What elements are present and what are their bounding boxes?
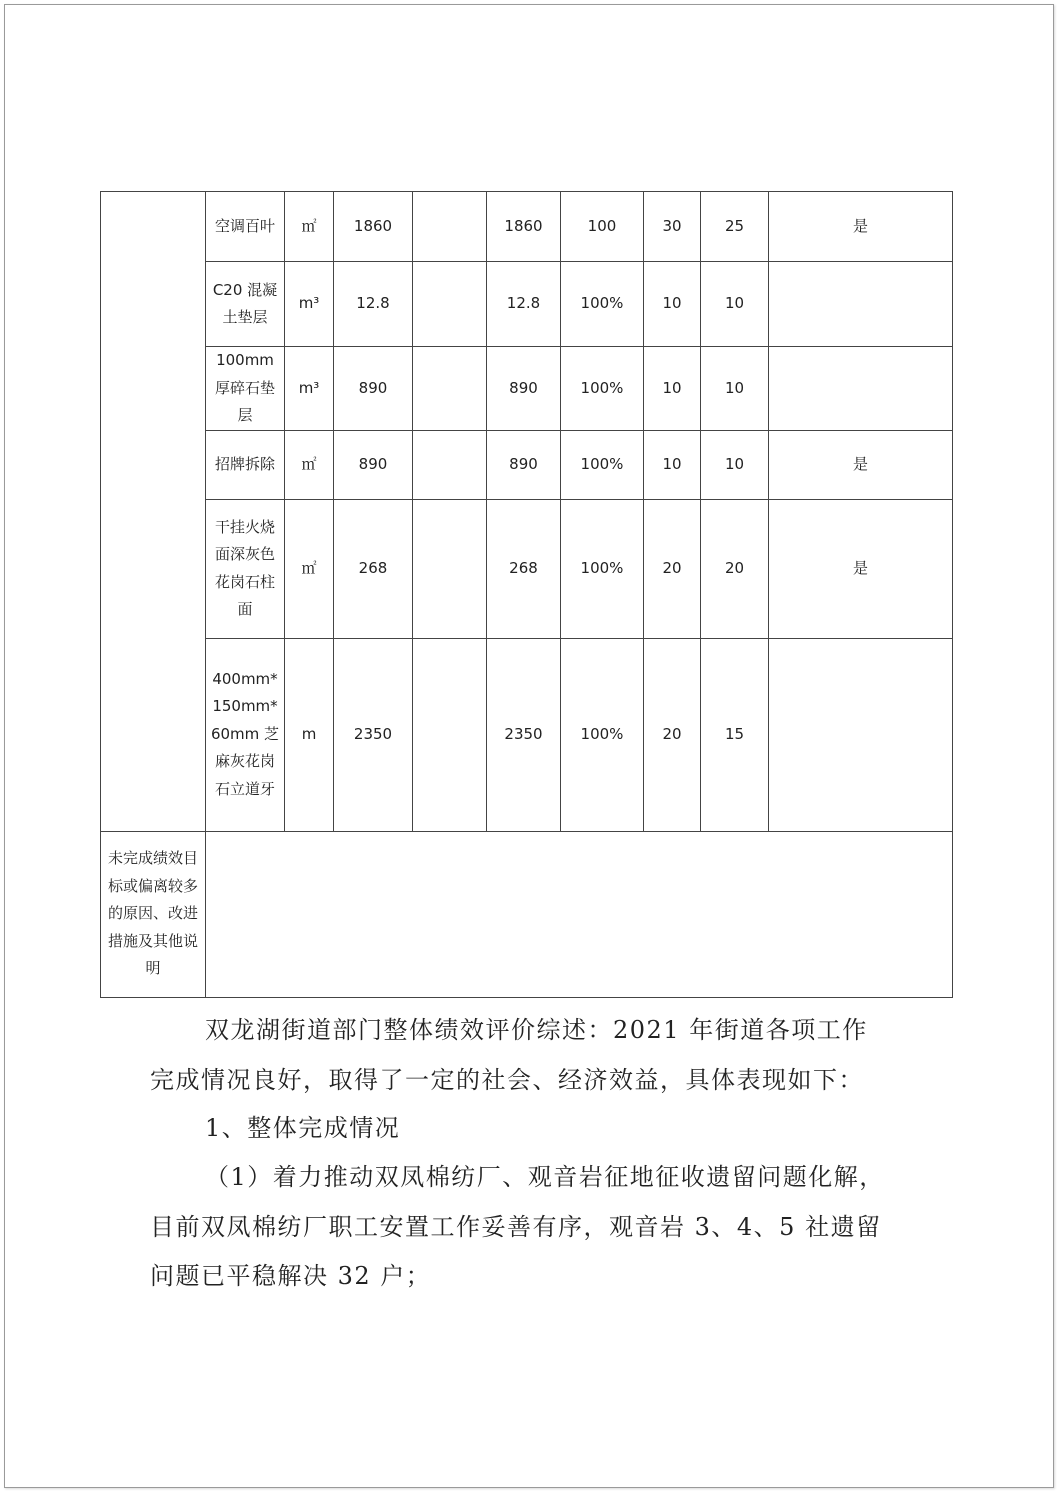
completion-rate-cell: 100% — [561, 499, 644, 638]
note-row — [101, 831, 953, 997]
planned-value-cell: 890 — [334, 430, 413, 499]
blank-cell — [413, 262, 487, 347]
weight-cell: 10 — [644, 347, 701, 431]
completion-rate-cell: 100% — [561, 638, 644, 831]
item-paragraph-line-3: 问题已平稳解决 32 户； — [150, 1262, 432, 1290]
unit-cell: ㎡ — [285, 499, 334, 638]
remark-cell: 是 — [769, 499, 953, 638]
score-cell: 20 — [701, 499, 769, 638]
blank-cell — [413, 430, 487, 499]
table-row — [101, 499, 953, 638]
planned-value-cell: 2350 — [334, 638, 413, 831]
unit-cell: ㎡ — [285, 192, 334, 262]
item-name-cell: C20 混凝土垫层 — [206, 262, 285, 347]
summary-paragraph-line-1: 双龙湖街道部门整体绩效评价综述：2021 年街道各项工作 — [205, 1016, 868, 1044]
item-name-cell: 400mm*150mm*60mm 芝麻灰花岗石立道牙 — [206, 638, 285, 831]
weight-cell: 30 — [644, 192, 701, 262]
completion-rate-cell: 100% — [561, 347, 644, 431]
planned-value-cell: 890 — [334, 347, 413, 431]
completion-rate-cell: 100% — [561, 430, 644, 499]
actual-value-cell: 2350 — [487, 638, 561, 831]
item-name-cell: 干挂火烧面深灰色花岗石柱面 — [206, 499, 285, 638]
unit-cell: ㎡ — [285, 430, 334, 499]
item-name-cell: 招牌拆除 — [206, 430, 285, 499]
item-name-cell: 空调百叶 — [206, 192, 285, 262]
completion-rate-cell: 100 — [561, 192, 644, 262]
section-heading: 1、整体完成情况 — [205, 1114, 401, 1142]
item-paragraph-line-1: （1）着力推动双凤棉纺厂、观音岩征地征收遗留问题化解， — [205, 1163, 885, 1191]
weight-cell: 20 — [644, 638, 701, 831]
remark-cell: 是 — [769, 430, 953, 499]
unit-cell: m³ — [285, 347, 334, 431]
blank-cell — [413, 192, 487, 262]
unit-cell: m — [285, 638, 334, 831]
actual-value-cell: 890 — [487, 347, 561, 431]
remark-cell: 是 — [769, 192, 953, 262]
actual-value-cell: 268 — [487, 499, 561, 638]
blank-cell — [413, 638, 487, 831]
score-cell: 10 — [701, 430, 769, 499]
item-name-cell: 100mm 厚碎石垫层 — [206, 347, 285, 431]
unit-cell: m³ — [285, 262, 334, 347]
score-cell: 10 — [701, 347, 769, 431]
note-value-cell — [206, 831, 953, 997]
remark-cell — [769, 347, 953, 431]
remark-cell — [769, 638, 953, 831]
table-row — [101, 262, 953, 347]
performance-table — [100, 191, 953, 998]
category-cell — [101, 192, 206, 832]
table-row — [101, 430, 953, 499]
weight-cell: 20 — [644, 499, 701, 638]
summary-paragraph-line-2: 完成情况良好，取得了一定的社会、经济效益，具体表现如下： — [150, 1066, 864, 1094]
score-cell: 10 — [701, 262, 769, 347]
item-paragraph-line-2: 目前双凤棉纺厂职工安置工作妥善有序，观音岩 3、4、5 社遗留 — [150, 1213, 882, 1241]
score-cell: 15 — [701, 638, 769, 831]
score-cell: 25 — [701, 192, 769, 262]
actual-value-cell: 1860 — [487, 192, 561, 262]
weight-cell: 10 — [644, 262, 701, 347]
actual-value-cell: 12.8 — [487, 262, 561, 347]
table-row — [101, 638, 953, 831]
table-row — [101, 192, 953, 262]
planned-value-cell: 12.8 — [334, 262, 413, 347]
blank-cell — [413, 347, 487, 431]
actual-value-cell: 890 — [487, 430, 561, 499]
note-label-cell: 未完成绩效目标或偏离较多的原因、改进措施及其他说明 — [101, 831, 206, 997]
table-row — [101, 347, 953, 431]
completion-rate-cell: 100% — [561, 262, 644, 347]
weight-cell: 10 — [644, 430, 701, 499]
planned-value-cell: 1860 — [334, 192, 413, 262]
remark-cell — [769, 262, 953, 347]
planned-value-cell: 268 — [334, 499, 413, 638]
blank-cell — [413, 499, 487, 638]
